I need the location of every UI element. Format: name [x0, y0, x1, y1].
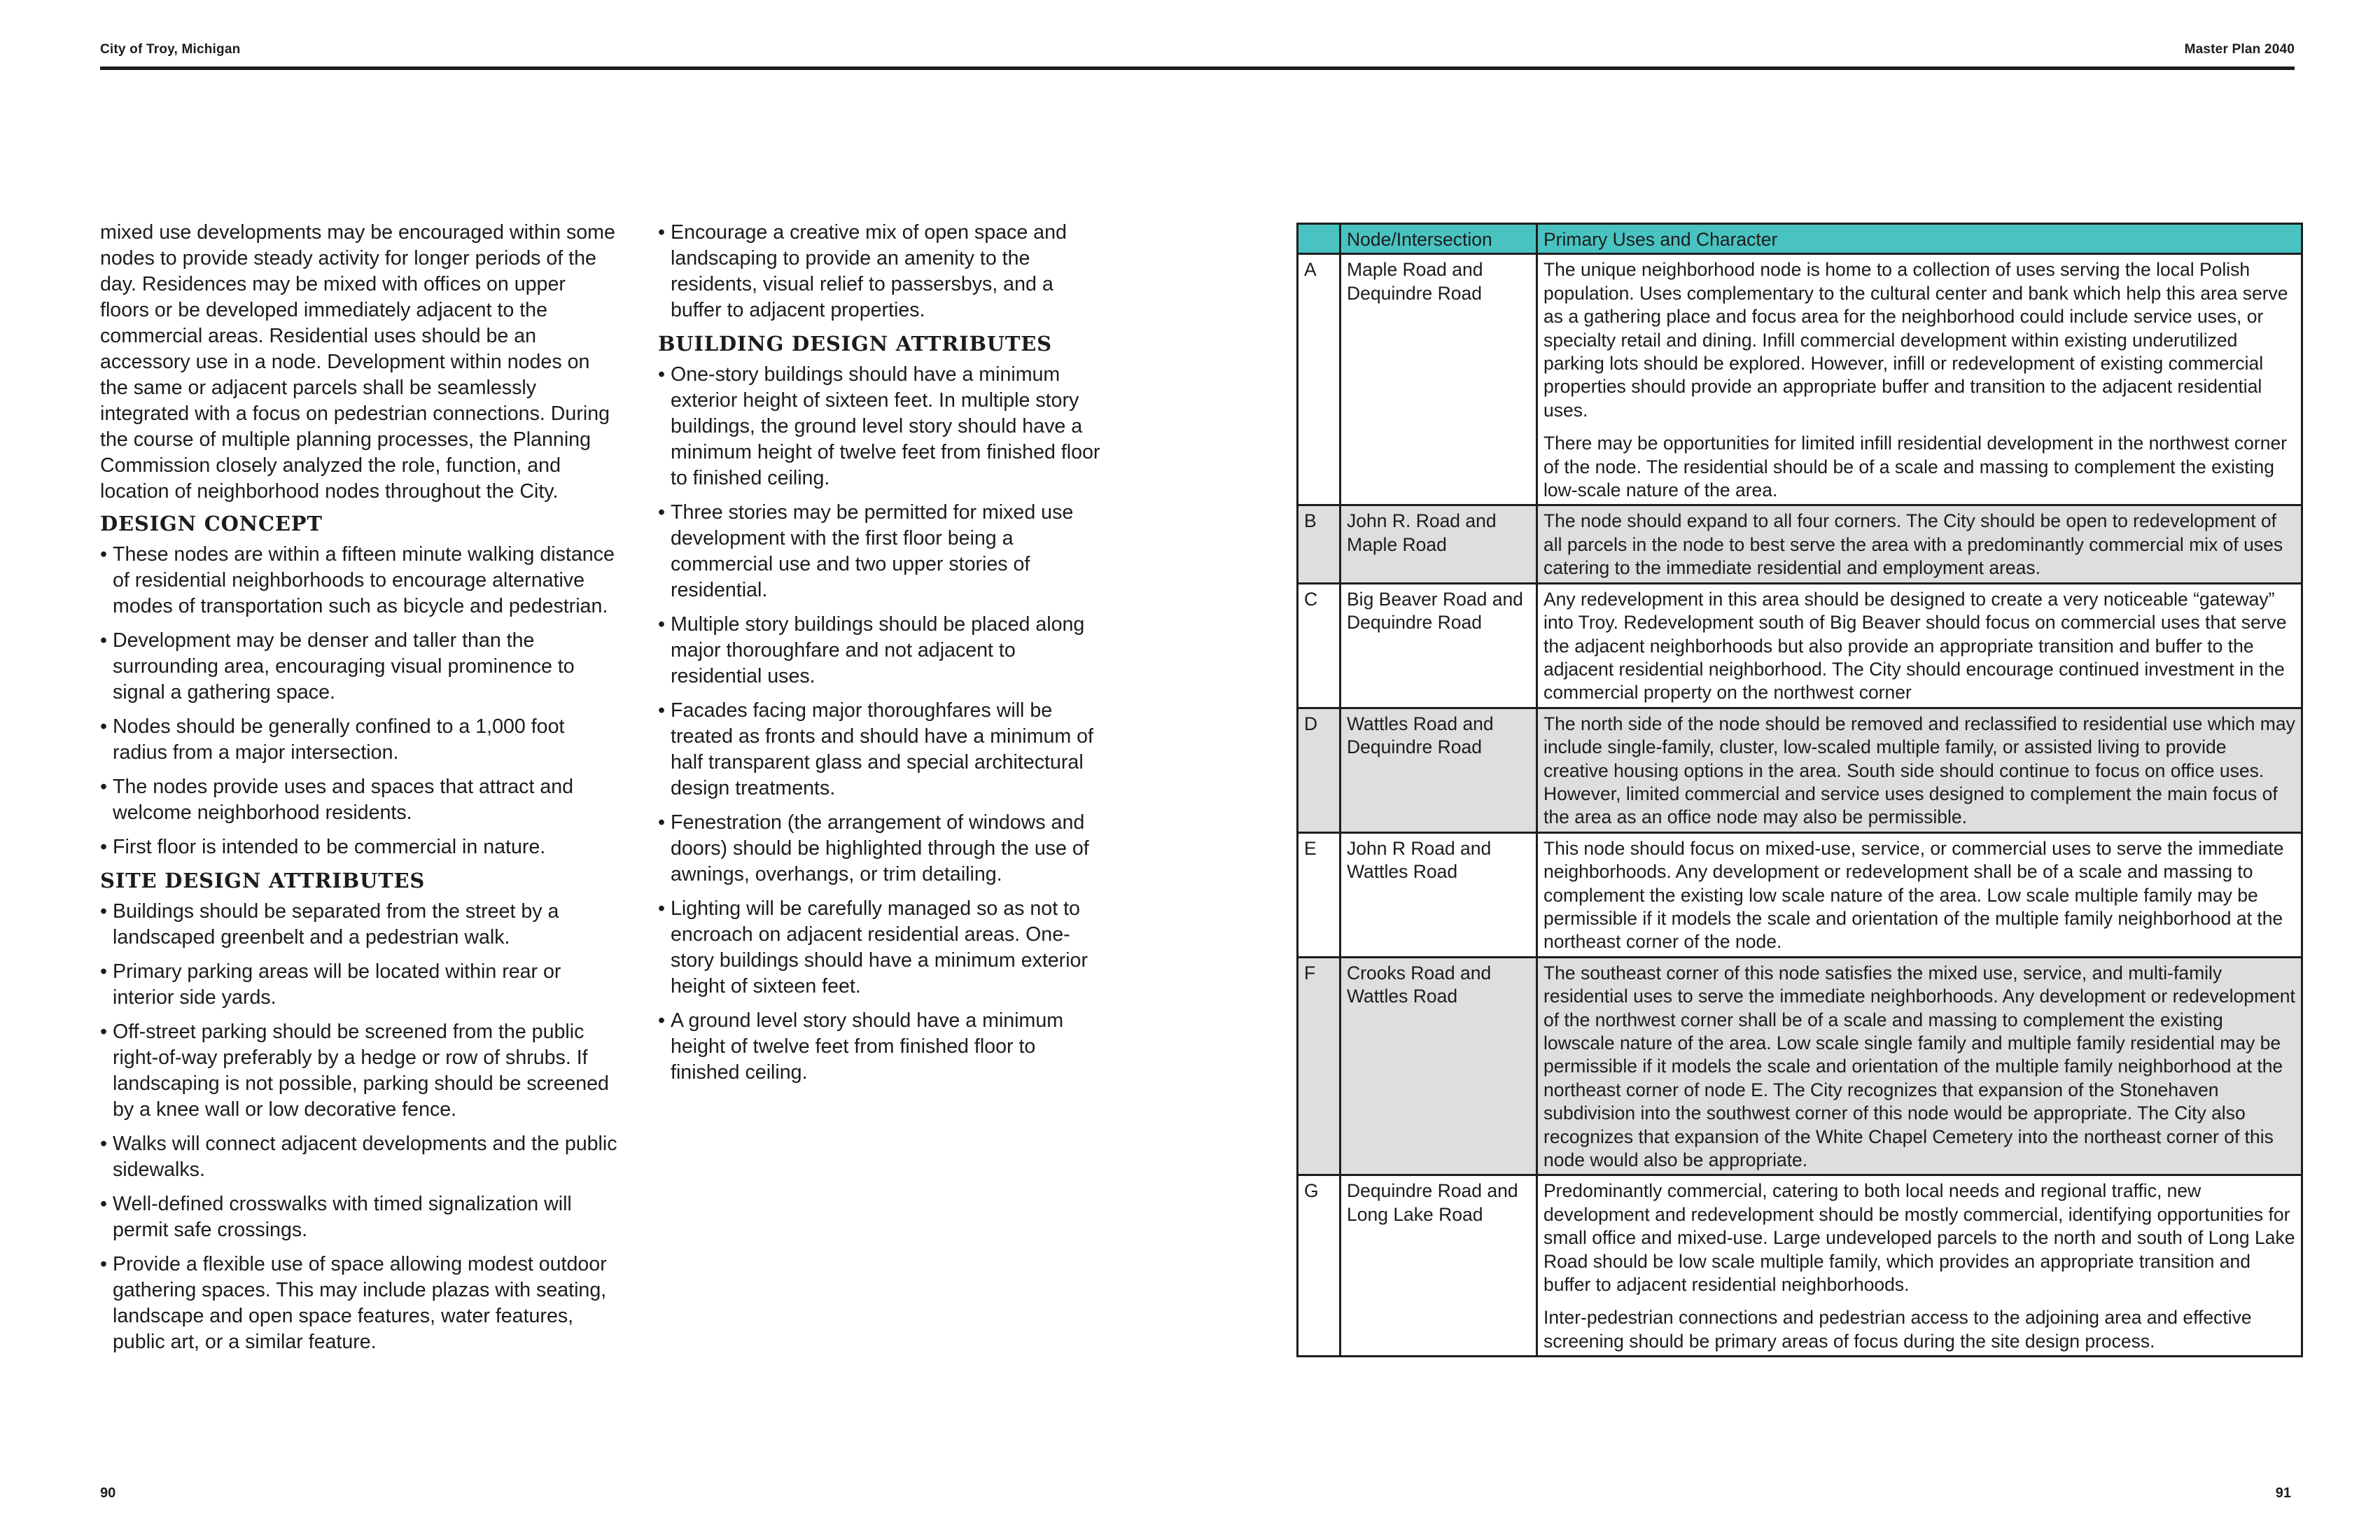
list-item: • Buildings should be separated from the street by a landscaped greenbelt and a pedestrian walk.: [100, 899, 618, 951]
list-item: • Multiple story buildings should be placed along major thoroughfare and not adjacent to residential uses.: [658, 612, 1106, 690]
building-design-list: [658, 362, 1106, 1086]
left-text-column: [100, 220, 618, 1364]
node-description: [1537, 254, 2302, 505]
table-row: [1298, 708, 2302, 832]
node-intersection: Wattles Road and Dequindre Road: [1340, 708, 1537, 832]
description-paragraph: The southeast corner of this node satisfies the mixed use, service, and multi-family residential uses to serve the immediate neighborhoods. Any development or redevelopment of the northwest corner shall be of a scale and massing to complement the existing lowscale nature of the area. Low scale single family and multiple family residential may be permissible if it models the scale and orientation of the multiple family neighborhood at the northeast corner of node E. The City recognizes that expansion of the Stonehaven subdivision into the southwest corner of this node would be appropriate. The City also recognizes that expansion of the White Chapel Cemetery into the northeast corner of this node would also be appropriate.: [1544, 962, 2295, 1171]
list-item: • These nodes are within a fifteen minute walking distance of residential neighborhoods to encourage alternative modes of transportation such as bicycle and pedestrian.: [100, 542, 618, 620]
node-description: [1537, 708, 2302, 832]
header-divider: [100, 66, 2295, 70]
node-intersection: John R Road and Wattles Road: [1340, 832, 1537, 957]
description-paragraph: The node should expand to all four corners. The City should be open to redevelopment of all parcels in the node to best serve the area with a predominantly commercial mix of uses catering to the immediate residential and employment areas.: [1544, 510, 2283, 579]
table-row: [1298, 957, 2302, 1175]
intro-paragraph: mixed use developments may be encouraged within some nodes to provide steady activity for longer periods of the day. Residences may be mixed with offices on upper floors or be developed immediately adjacent to the commercial areas. Residential uses should be an accessory use in a node. Development within nodes on the same or adjacent parcels shall be seamlessly integrated with a focus on pedestrian connections. During the course of multiple planning processes, the Planning Commission closely analyzed the role, function, and location of neighborhood nodes throughout the City.: [100, 221, 615, 503]
design-concept-list: [100, 542, 618, 860]
description-paragraph: There may be opportunities for limited infill residential development in the northwest corner of the node. The residential should be of a scale and massing to complement the existing low-scale nature of the area.: [1544, 433, 2288, 501]
table-row: [1298, 505, 2302, 583]
header-node-cell: Node/Intersection: [1340, 224, 1537, 254]
node-description: [1537, 1175, 2302, 1357]
design-concept-heading: DESIGN CONCEPT: [100, 512, 323, 536]
building-design-heading: BUILDING DESIGN ATTRIBUTES: [658, 332, 1052, 356]
list-item: • Provide a flexible use of space allowing modest outdoor gathering spaces. This may include plazas with seating, landscape and open space features, water features, public art, or a similar feature.: [100, 1252, 618, 1355]
page-number-left: 90: [100, 1485, 116, 1501]
description-paragraph: Predominantly commercial, catering to both local needs and regional traffic, new development and redevelopment should be mostly commercial, identifying opportunities for small office and mixed-use. Large undeveloped parcels to the north and south of Long Lake Road should be low scale multiple family, which provides an appropriate transition and buffer to adjacent residential neighborhoods.: [1544, 1180, 2295, 1296]
list-item: • Well-defined crosswalks with timed signalization will permit safe crossings.: [100, 1191, 618, 1243]
header-uses-cell: Primary Uses and Character: [1537, 224, 2302, 254]
document-title: City of Troy, Michigan: [100, 42, 241, 57]
list-item: • A ground level story should have a minimum height of twelve feet from finished floor to finished ceiling.: [658, 1008, 1106, 1086]
list-item: • Lighting will be carefully managed so as not to encroach on adjacent residential areas. One-story buildings should have a minimum exterior height of sixteen feet.: [658, 896, 1106, 1000]
node-intersection: Dequindre Road and Long Lake Road: [1340, 1175, 1537, 1357]
list-item: • Development may be denser and taller than the surrounding area, encouraging visual prominence to signal a gathering space.: [100, 628, 618, 706]
list-item: • One-story buildings should have a minimum exterior height of sixteen feet. In multiple story buildings, the ground level story should have a minimum height of twelve feet from finished floor to finished ceiling.: [658, 362, 1106, 491]
description-paragraph: Inter-pedestrian connections and pedestrian access to the adjoining area and effective screening should be primary areas of focus during the site design process.: [1544, 1307, 2252, 1352]
node-intersection: Crooks Road and Wattles Road: [1340, 957, 1537, 1175]
list-item: • Fenestration (the arrangement of windows and doors) should be highlighted through the use of awnings, overhangs, or trim detailing.: [658, 810, 1106, 888]
description-paragraph: This node should focus on mixed-use, service, or commercial uses to serve the immediate neighborhoods. Any development or redevelopment shall be of a scale and massing to complement the existing low scale nature of the area. Low scale multiple family may be permissible if it models the scale and orientation of the multiple family neighborhood at the northeast corner of the node.: [1544, 837, 2284, 953]
list-item: • Encourage a creative mix of open space and landscaping to provide an amenity to the residents, visual relief to passersbys, and a buffer to adjacent properties.: [658, 220, 1106, 323]
node-description: [1537, 505, 2302, 583]
node-description: [1537, 957, 2302, 1175]
table-row: [1298, 832, 2302, 957]
list-item: • The nodes provide uses and spaces that attract and welcome neighborhood residents.: [100, 774, 618, 826]
description-paragraph: Any redevelopment in this area should be designed to create a very noticeable “gateway” into Troy. Redevelopment south of Big Beaver should focus on commercial uses that serve the adjacent neighborhoods but also provide an appropriate transition and buffer to the adjacent residential neighborhood. The City should encourage continued investment in the commercial property on the northwest corner: [1544, 588, 2287, 704]
node-intersection: John R. Road and Maple Road: [1340, 505, 1537, 583]
node-letter: G: [1298, 1175, 1340, 1357]
site-design-list-continued: [658, 220, 1106, 323]
site-design-heading: SITE DESIGN ATTRIBUTES: [100, 869, 426, 892]
node-letter: C: [1298, 583, 1340, 708]
table-row: [1298, 1175, 2302, 1357]
description-paragraph: The unique neighborhood node is home to a collection of uses serving the local Polish population. Uses complementary to the cultural center and bank which help this area serve as a gathering place and focus area for the neighborhood could include service uses, or specialty retail and dining. Infill commercial development within existing underutilized parking lots should be explored. However, infill or redevelopment of existing commercial properties should provide an appropriate buffer and transition to the adjacent residential uses.: [1544, 259, 2288, 421]
site-design-list: [100, 899, 618, 1355]
node-intersection: Maple Road and Dequindre Road: [1340, 254, 1537, 505]
list-item: • Three stories may be permitted for mixed use development with the first floor being a commercial use and two upper stories of residential.: [658, 500, 1106, 603]
node-letter: D: [1298, 708, 1340, 832]
list-item: • First floor is intended to be commercial in nature.: [100, 834, 618, 860]
list-item: • Off-street parking should be screened from the public right-of-way preferably by a hedge or row of shrubs. If landscaping is not possible, parking should be screened by a knee wall or low decorative fence.: [100, 1019, 618, 1123]
node-table: [1296, 223, 2303, 1357]
table-row: [1298, 254, 2302, 505]
description-paragraph: The north side of the node should be removed and reclassified to residential use which may include single-family, cluster, low-scaled multiple family, or assisted living to provide creative housing options in the area. South side should continue to focus on office uses. However, limited commercial and service uses designed to complement the main focus of the area as an office node may also be permissible.: [1544, 713, 2295, 828]
list-item: • Nodes should be generally confined to a 1,000 foot radius from a major intersection.: [100, 714, 618, 766]
header-letter-cell: [1298, 224, 1340, 254]
middle-text-column: [658, 220, 1106, 1094]
node-letter: B: [1298, 505, 1340, 583]
list-item: • Walks will connect adjacent developments and the public sidewalks.: [100, 1131, 618, 1183]
node-letter: A: [1298, 254, 1340, 505]
list-item: • Facades facing major thoroughfares will be treated as fronts and should have a minimum of half transparent glass and special architectural design treatments.: [658, 698, 1106, 802]
node-intersection: Big Beaver Road and Dequindre Road: [1340, 583, 1537, 708]
page-number-right: 91: [2275, 1485, 2291, 1501]
table-header-row: [1298, 224, 2302, 254]
list-item: • Primary parking areas will be located within rear or interior side yards.: [100, 959, 618, 1011]
plan-title: Master Plan 2040: [2184, 42, 2295, 57]
table-row: [1298, 583, 2302, 708]
node-letter: E: [1298, 832, 1340, 957]
node-letter: F: [1298, 957, 1340, 1175]
node-description: [1537, 832, 2302, 957]
node-description: [1537, 583, 2302, 708]
